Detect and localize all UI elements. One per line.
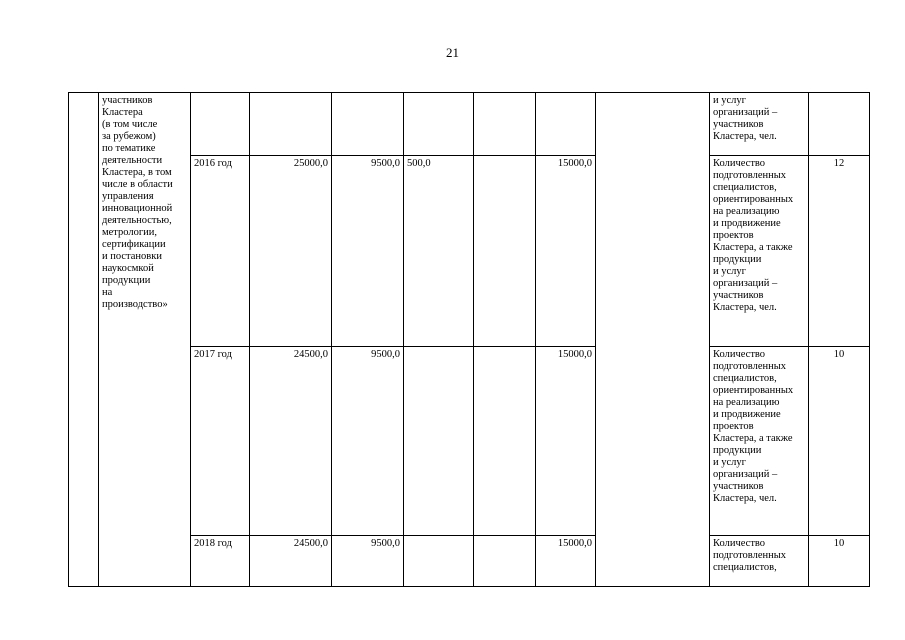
regional-cell	[404, 536, 474, 587]
regional-cell: 500,0	[404, 156, 474, 347]
year-cell: 2017 год	[191, 347, 250, 536]
federal-cell	[332, 93, 404, 156]
local-cell	[474, 536, 536, 587]
page-number: 21	[446, 45, 459, 60]
total-cell: 25000,0	[250, 156, 332, 347]
row-number-cell	[69, 93, 99, 587]
local-cell	[474, 156, 536, 347]
extra-budget-cell	[536, 93, 596, 156]
indicator-cell: Количество подготовленных специалистов, ориентированных на реализацию и продвижение проектов Кластера, а также продукции и услуг организаций – участников Кластера, чел.	[710, 347, 809, 536]
federal-cell: 9500,0	[332, 156, 404, 347]
indicator-value-cell: 10	[809, 347, 870, 536]
indicator-value-cell: 12	[809, 156, 870, 347]
extra-budget-cell: 15000,0	[536, 536, 596, 587]
local-cell	[474, 347, 536, 536]
year-cell	[191, 93, 250, 156]
total-cell: 24500,0	[250, 536, 332, 587]
total-cell	[250, 93, 332, 156]
total-cell: 24500,0	[250, 347, 332, 536]
regional-cell	[404, 93, 474, 156]
federal-cell: 9500,0	[332, 536, 404, 587]
extra-budget-cell: 15000,0	[536, 347, 596, 536]
year-cell: 2016 год	[191, 156, 250, 347]
indicator-value-cell: 10	[809, 536, 870, 587]
indicator-cell: Количество подготовленных специалистов,	[710, 536, 809, 587]
federal-cell: 9500,0	[332, 347, 404, 536]
year-cell: 2018 год	[191, 536, 250, 587]
program-table	[68, 92, 870, 587]
indicator-cell: Количество подготовленных специалистов, ориентированных на реализацию и продвижение проектов Кластера, а также продукции и услуг организаций – участников Кластера, чел.	[710, 156, 809, 347]
local-cell	[474, 93, 536, 156]
table-row-continuation	[69, 93, 870, 156]
indicator-value-cell	[809, 93, 870, 156]
extra-budget-cell: 15000,0	[536, 156, 596, 347]
regional-cell	[404, 347, 474, 536]
event-name-cell: участников Кластера (в том числе за рубежом) по тематике деятельности Кластера, в том числе в области управления инновационной деятельностью, метрологии, сертификации и постановки наукосмкой продукции на производство»	[99, 93, 191, 587]
executor-cell	[596, 93, 710, 587]
indicator-cell: и услуг организаций – участников Кластера, чел.	[710, 93, 809, 156]
